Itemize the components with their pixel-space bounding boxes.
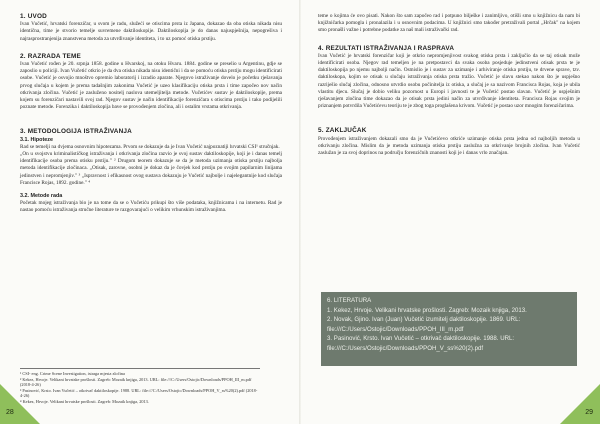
section-heading-zakljucak: 5. ZAKLJUČAK xyxy=(318,127,367,135)
right-page xyxy=(300,0,600,424)
hipoteze-quote: „On u svojstvu kriminalističkog istraživanja i otkrivanja zločina razvio je svoj sustav daktiloskopije, koji je i danas temelj identifikacije osoba prema otisku prstiju." ² Drugom teorem dokazuje se da je metoda uzimanja otiska prstiju najbolja metoda identifikacije zločinaca. „Otisak, zarovne, osobni je dokaz da je čovjek kod prstiju po svojim papilarnim linijama jedinstven i nepromjenjiv." ³ „Ispravnost i efikasnost ovog sustava dokazuju je Vučetić najbolje i najelegantnije kod slučaja Francisce Rojas, 1892. godine." ⁴ xyxy=(20,151,282,186)
zakljucak-text: Provođenjem istraživanjem dokazali smo da je Vučetićevo otkriće uzimanje otiska prsta jedna od najboljih metoda u otkrivanju zločina. Mislim da je metoda uzimanja otiska prstiju zaslužna za otkrivanje brojnih zločina. Ivan Vučetić zaslužan je za svoj doprinos na području forenzičnih znanosti koji je i danas vrlo značajan. xyxy=(318,135,580,157)
razrada-text: Ivan Vučetić rođen je 20. srpnja 1858. godine u Hvarskoj, na otoku Hvaru. 1884. godine se preselio u Argentinu, gdje se zaposlio u policiji. Ivan Vučetić otkrio je da dva otiska nikada nisu identični i da se pomoću otiska prstiju mogu identificirati osobe. Vučetić je osvojio mnoštvo opremio laboratorij i izradio aparate. Njegovo istraživanje dovelo je početku rješavanja prvog slučaja u kojem je prema tadašnjim zakonima Vučetić je uzeo klasifikaciju otiska prsta i time započeo nov način otkrivanja zločina. Vučetić je zasluženo nositelj naslova utemeljitelja metode. Vučetićev sustav je daktiloskopije, prema kojem su forenzičari nastavili svoj rad. Njegov sustav je način identifikacije forenzičara s otiscima prstiju i tako podijelili poznate metode. Forenzika i daktiloskopija bave se provođenjem zločina, ali i ostalim vrstama otkrivanja. xyxy=(20,61,282,111)
metode-text: Početak mojeg istraživanja bio je na tome da se o Vučetiću prikupi što više podataka, knjižnicama i na internetu. Rad je nastao pomoću istraživanja stručne literature te razgovarajući o velikim vrhunskim istraživanjima. xyxy=(20,200,282,214)
corner-decoration-right xyxy=(560,384,600,424)
literature-item: 3. Pasinović, Krsto. Ivan Vučetić – otkrivač daktiloskopije. 1988. URL: file:///C:/Users/Ostojic/Downloads/PPOH_V_ss%20(2).pdf xyxy=(327,335,515,352)
section-heading-razrada: 2. RAZRADA TEME xyxy=(20,52,81,60)
literature-item: 1. Kekez, Hrvoje. Velikani hrvatske prošlosti. Zagreb: Mozaik knjiga, 2013. xyxy=(327,306,527,314)
page-number-left: 28 xyxy=(6,409,14,416)
literature-box xyxy=(321,292,577,366)
hipoteze-text: Rad se temelji na dvjema osnovnim hipotezama. Prvom se dokazuje da je Ivan Vučetić najpoznatiji hrvatski CSI¹ stručnjak. xyxy=(20,143,280,150)
subheading-metode: 3.2. Metode rada xyxy=(20,193,63,200)
uvod-text: Ivan Vučetić, hrvatski forenzičar, u svom je radu, služeći se otiscima prsta iz Japana, dokazao da oba otiska nikada nisu identična, time je stvorio temelje suvremene daktiloskopije. Daktiloskopija je do danas najuspješnija, nepogrešiva i najrasprostranjenija znanstvena metoda za utvrđivanje identiteta, i to uz pomoć otiska prstiju. xyxy=(20,21,282,42)
literature-heading: 6. LITERATURA xyxy=(327,297,372,304)
footnotes xyxy=(20,368,260,405)
section-heading-uvod: 1. UVOD xyxy=(20,13,47,20)
footnote: ⁴ Kekez, Hrvoje. Velikani hrvatske prošlosti. Zagreb: Mozaik knjiga, 2013. xyxy=(20,398,149,404)
corner-decoration-left xyxy=(0,384,40,424)
continued-text: teme o kojima će ovo pisati. Nakon što sam započeo rad i potpuno bilješke i zanimljivo, otišli smo u knjižnicu da nam bi knjižničarka pomogla i pronalazila i u osnovnim podacima. U knjižnici smo također pretraživali portal „Hrčak" na kojem smo pronašli važne i potrebne podatke za naš mali istraživački rad. xyxy=(318,13,580,34)
right-column xyxy=(318,13,580,157)
rezultati-text: Ivan Vučetić je hrvatski forenzičar koji je otkrio nepromjenjivost svakog otiska prsta i zaključio da se taj otisak može identificirati osoba. Njegov rad temeljen je na pretpostavci da svaka osoba posjeduje jedinstveni otisak prsta te je daktiloskopija po njemu najbolji način. Osmislio je i sustav za uzimanje i arhiviranje otiska prstiju, te drvene sprave, tzv. daktiloskopa, kojim se otisak u slučaju istraživanja otiska prsta tražio. Vučetić je slavu stekao nakon što je uspješno razriješio slučaj zločina, odnosno utvrdio osobu počinitelja iz otiska, a slučaj je sa nazivom Francisca Rojas, koja je ubila vlastitu djecu. Slučaj je dobio veliku pozornost u Europi i javnosti te je Vučetić postao slavan. Vučetić je uspješnim rješavanjem zločina time dokazao da je otisak prsta jedini način za utvrđivanje identiteta. Francisca Rojas svojim je priznanjem potvrdila Vučetićevu teoriju te je zbog toga proglašena krivom. Vučetić je postao uzor mnogim forenzičarima. xyxy=(318,52,580,110)
section-heading-rezultati: 4. REZULTATI ISTRAŽIVANJA I RASPRAVA xyxy=(318,44,455,52)
footnote: ¹ CSI- eng. Crime Scene Investigation, istraga mjesta zločina xyxy=(20,371,125,376)
footnote: ³ Pasinović, Krsto. Ivan Vučetić – otkrivač daktiloskopije. 1988. URL: file:///C:/Users/Ostojic/Downloads/PPOH_V_ss%20(2).pdf (2018-4-26) xyxy=(20,387,258,399)
literature-item: 2. Novak, Gjino. Ivan (Juan) Vučetić izumitelj daktiloskopije. 1869. URL: file:///C:/Users/Ostojic/Downloads/PPOH_III_m.pdf xyxy=(327,316,521,333)
page-number-right: 29 xyxy=(585,409,593,416)
left-column xyxy=(20,13,282,215)
subheading-hipoteze: 3.1. Hipoteze xyxy=(20,136,53,143)
footnote: ² Kekez, Hrvoje. Velikani hrvatske prošlosti. Zagreb: Mozaik knjiga, 2013. URL: file:///C:/Users/Ostojic/Downloads/PPOH_III_m.pdf (2018-4-26) xyxy=(20,376,252,388)
section-heading-metodologija: 3. METODOLOGIJA ISTRAŽIVANJA xyxy=(20,128,133,136)
